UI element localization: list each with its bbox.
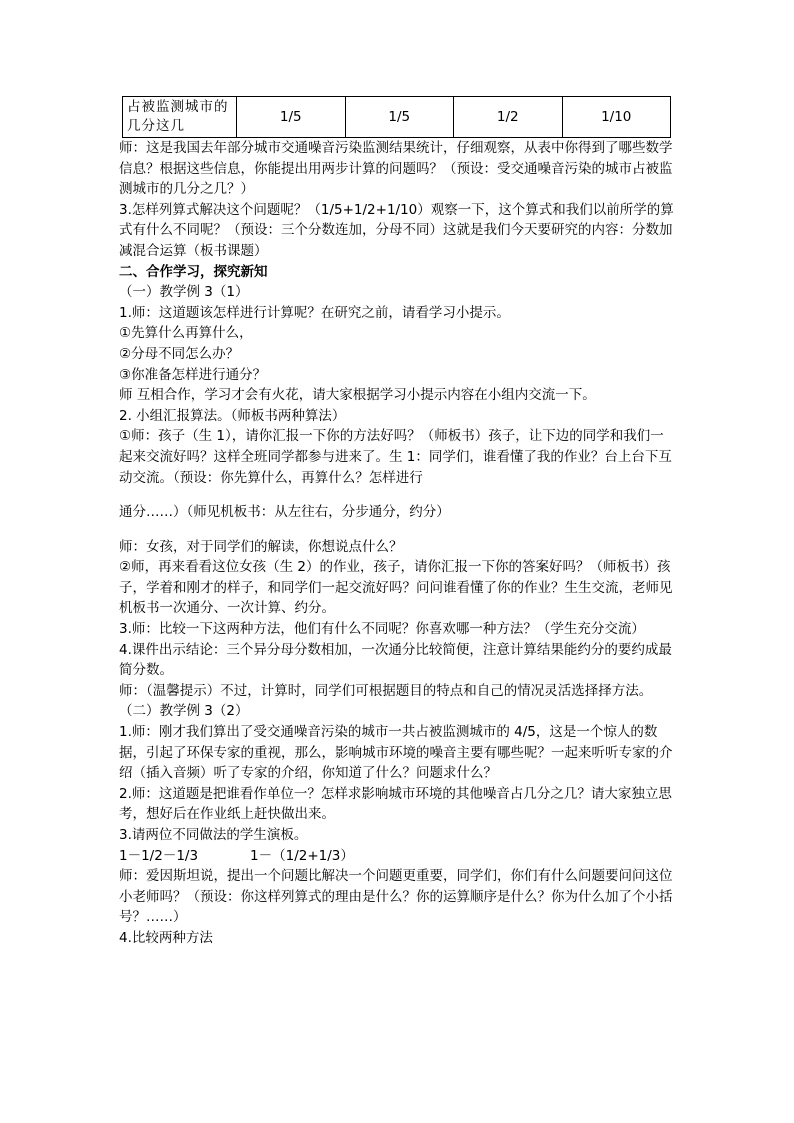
paragraph: 1.师：刚才我们算出了受交通噪音污染的城市一共占被监测城市的 4/5，这是一个惊人的数据，引起了环保专家的重视，那么，影响城市环境的噪音主要有哪些呢？一起来听听专家的介绍（插入音频）听了专家的介绍，你知道了什么？问题求什么？ <box>119 724 673 782</box>
table-cell: 1/5 <box>345 97 454 138</box>
noise-data-table <box>122 96 671 138</box>
paragraph: 师：爱因斯坦说，提出一个问题比解决一个问题更重要，同学们，你们有什么问题要问问这位小老师吗？（预设：你这样列算式的理由是什么？你的运算顺序是什么？你为什么加了个小括号？……） <box>119 868 673 926</box>
paragraph: 师：这是我国去年部分城市交通噪音污染监测结果统计，仔细观察，从表中你得到了哪些数学信息？根据这些信息，你能提出用两步计算的问题吗？（预设：受交通噪音污染的城市占被监测城市的几分之几？） <box>119 140 673 198</box>
paragraph: 3.请两位不同做法的学生演板。 <box>119 827 308 843</box>
table-row <box>123 97 671 138</box>
list-item: ③你准备怎样进行通分？ <box>119 366 267 383</box>
subsection-heading: （二）教学例 3（2） <box>119 703 249 720</box>
expression-left: 1－1/2－1/3 <box>119 847 199 864</box>
table-cell: 1/5 <box>237 97 346 138</box>
paragraph: 2. 小组汇报算法。（师板书两种算法） <box>119 407 346 424</box>
table-cell: 1/10 <box>562 97 671 138</box>
paragraph: 3.怎样列算式解决这个问题呢？（1/5+1/2+1/10）观察一下，这个算式和我们以前所学的算式有什么不同呢？（预设：三个分数连加，分母不同）这就是我们今天要研究的内容：分数加减混合运算（板书课题） <box>119 201 674 259</box>
expression-line <box>119 846 675 867</box>
paragraph: 师 互相合作，学习才会有火花，请大家根据学习小提示内容在小组内交流一下。 <box>119 387 596 404</box>
document-page <box>119 96 675 949</box>
paragraph: 2.师：这道题是把谁看作单位一？怎样求影响城市环境的其他噪音占几分之几？请大家独立思考，想好后在作业纸上赶快做出来。 <box>119 785 672 823</box>
paragraph: 1.师：这道题该怎样进行计算呢？在研究之前，请看学习小提示。 <box>119 304 510 321</box>
paragraph: 4.比较两种方法 <box>119 929 213 946</box>
list-item: ②分母不同怎么办？ <box>119 345 240 362</box>
paragraph: 4.课件出示结论：三个异分母分数相加，一次通分比较简便，注意计算结果能约分的要约成最简分数。 <box>119 641 672 679</box>
subsection-heading: （一）教学例 3（1） <box>119 284 249 301</box>
table-cell: 1/2 <box>454 97 563 138</box>
expression-right: 1－（1/2+1/3） <box>250 847 354 864</box>
paragraph: 通分……）（师见机板书：从左往右，分步通分，约分） <box>119 504 450 521</box>
list-item: ①先算什么再算什么， <box>119 325 253 342</box>
table-row-label: 占被监测城市的几分这几 <box>123 97 237 138</box>
section-heading: 二、合作学习，探究新知 <box>119 263 268 280</box>
paragraph: 师：女孩，对于同学们的解读，你想说点什么？ <box>119 538 403 555</box>
paragraph: ①师：孩子（生 1），请你汇报一下你的方法好吗？（师板书）孩子，让下边的同学和我们一起来交流好吗？这样全班同学都参与进来了。生 1：同学们，谁看懂了我的作业？台上台下互动交流。（预设：你先算什么，再算什么？怎样进行 <box>119 428 672 486</box>
paragraph: ②师，再来看看这位女孩（生 2）的作业，孩子，请你汇报一下你的答案好吗？（师板书）孩子，学着和刚才的样子，和同学们一起交流好吗？问问谁看懂了你的作业？生生交流，老师见机板书一次通分、一次计算、约分。 <box>119 559 673 617</box>
paragraph: 3.师：比较一下这两种方法，他们有什么不同呢？你喜欢哪一种方法？（学生充分交流） <box>119 621 645 638</box>
paragraph: 师：（温馨提示）不过，计算时，同学们可根据题目的特点和自己的情况灵活选择择方法。 <box>119 682 653 699</box>
